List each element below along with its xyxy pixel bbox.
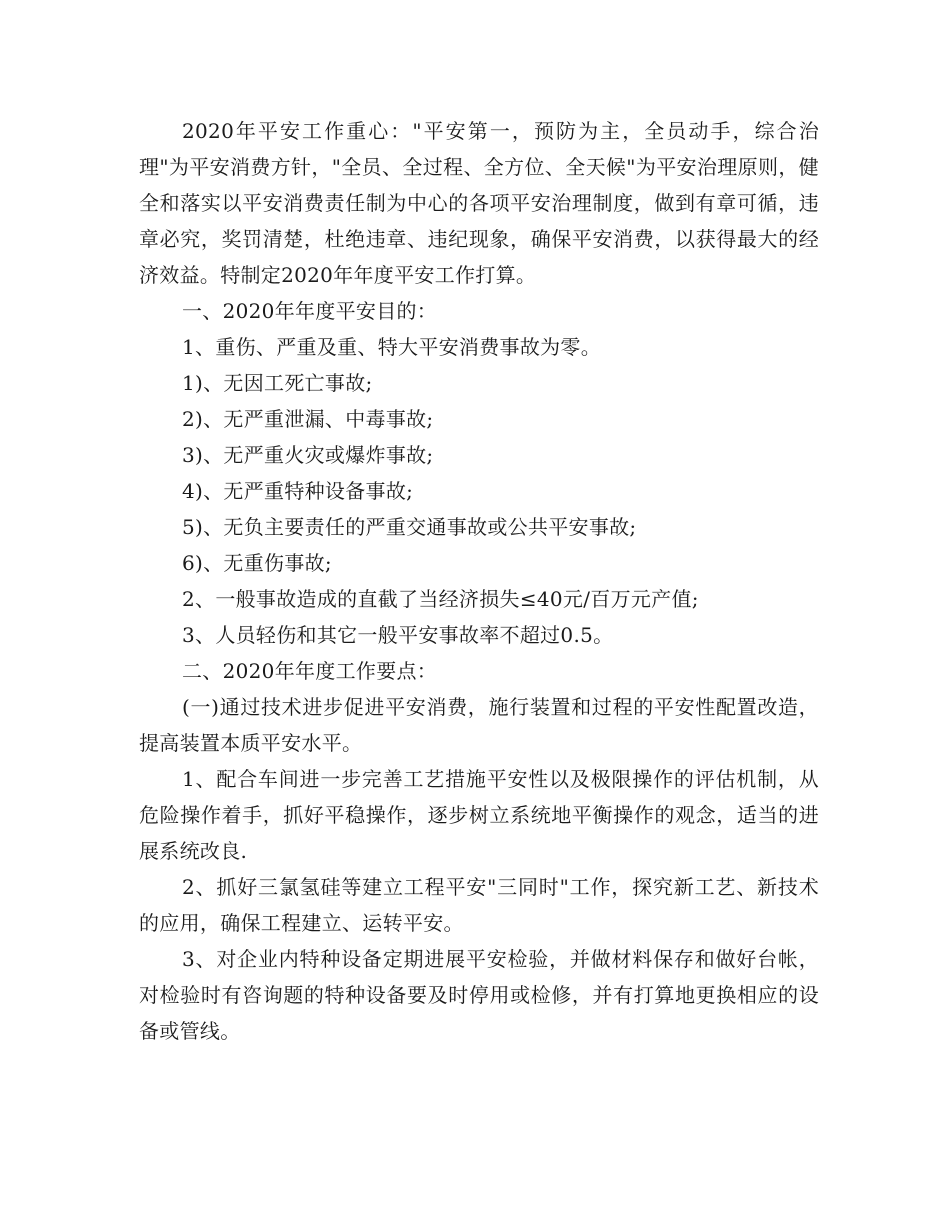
goal-subitem-5: 5)、无负主要责任的严重交通事故或公共平安事故;	[182, 515, 637, 539]
section-heading-goals: 一、2020年年度平安目的：	[182, 299, 438, 323]
paragraph-intro: 2020年平安工作重心："平安第一，预防为主，全员动手，综合治理"为平安消费方针，"全员、全过程、全方位、全天候"为平安治理原则，健全和落实以平安消费责任制为中心的各项平安治理制度，做到有章可循，违章必究，奖罚清楚，杜绝违章、违纪现象，确保平安消费，以获得最大的经济效益。特制定2020年年度平安工作打算。	[139, 119, 819, 287]
goal-item-3: 3、人员轻伤和其它一般平安事故率不超过0.5。	[182, 623, 614, 647]
goal-subitem-4: 4)、无严重特种设备事故;	[182, 479, 414, 503]
work-subsection-1: (一)通过技术进步促进平安消费，施行装置和过程的平安性配置改造，提高装置本质平安水平。	[139, 695, 819, 755]
document-body	[139, 113, 819, 1049]
goal-subitem-3: 3)、无严重火灾或爆炸事故;	[182, 443, 434, 467]
goal-item-1: 1、重伤、严重及重、特大平安消费事故为零。	[182, 335, 602, 359]
work-item-1: 1、配合车间进一步完善工艺措施平安性以及极限操作的评估机制，从危险操作着手，抓好平稳操作，逐步树立系统地平衡操作的观念，适当的进展系统改良.	[139, 767, 819, 863]
goal-subitem-2: 2)、无严重泄漏、中毒事故;	[182, 407, 434, 431]
work-item-3: 3、对企业内特种设备定期进展平安检验，并做材料保存和做好台帐，对检验时有咨询题的特种设备要及时停用或检修，并有打算地更换相应的设备或管线。	[139, 947, 819, 1043]
work-item-2: 2、抓好三氯氢硅等建立工程平安"三同时"工作，探究新工艺、新技术的应用，确保工程建立、运转平安。	[139, 875, 819, 935]
goal-subitem-6: 6)、无重伤事故;	[182, 551, 332, 575]
goal-item-2: 2、一般事故造成的直截了当经济损失≤40元/百万元产值;	[182, 587, 699, 611]
section-heading-work-points: 二、2020年年度工作要点：	[182, 659, 438, 683]
goal-subitem-1: 1)、无因工死亡事故;	[182, 371, 373, 395]
